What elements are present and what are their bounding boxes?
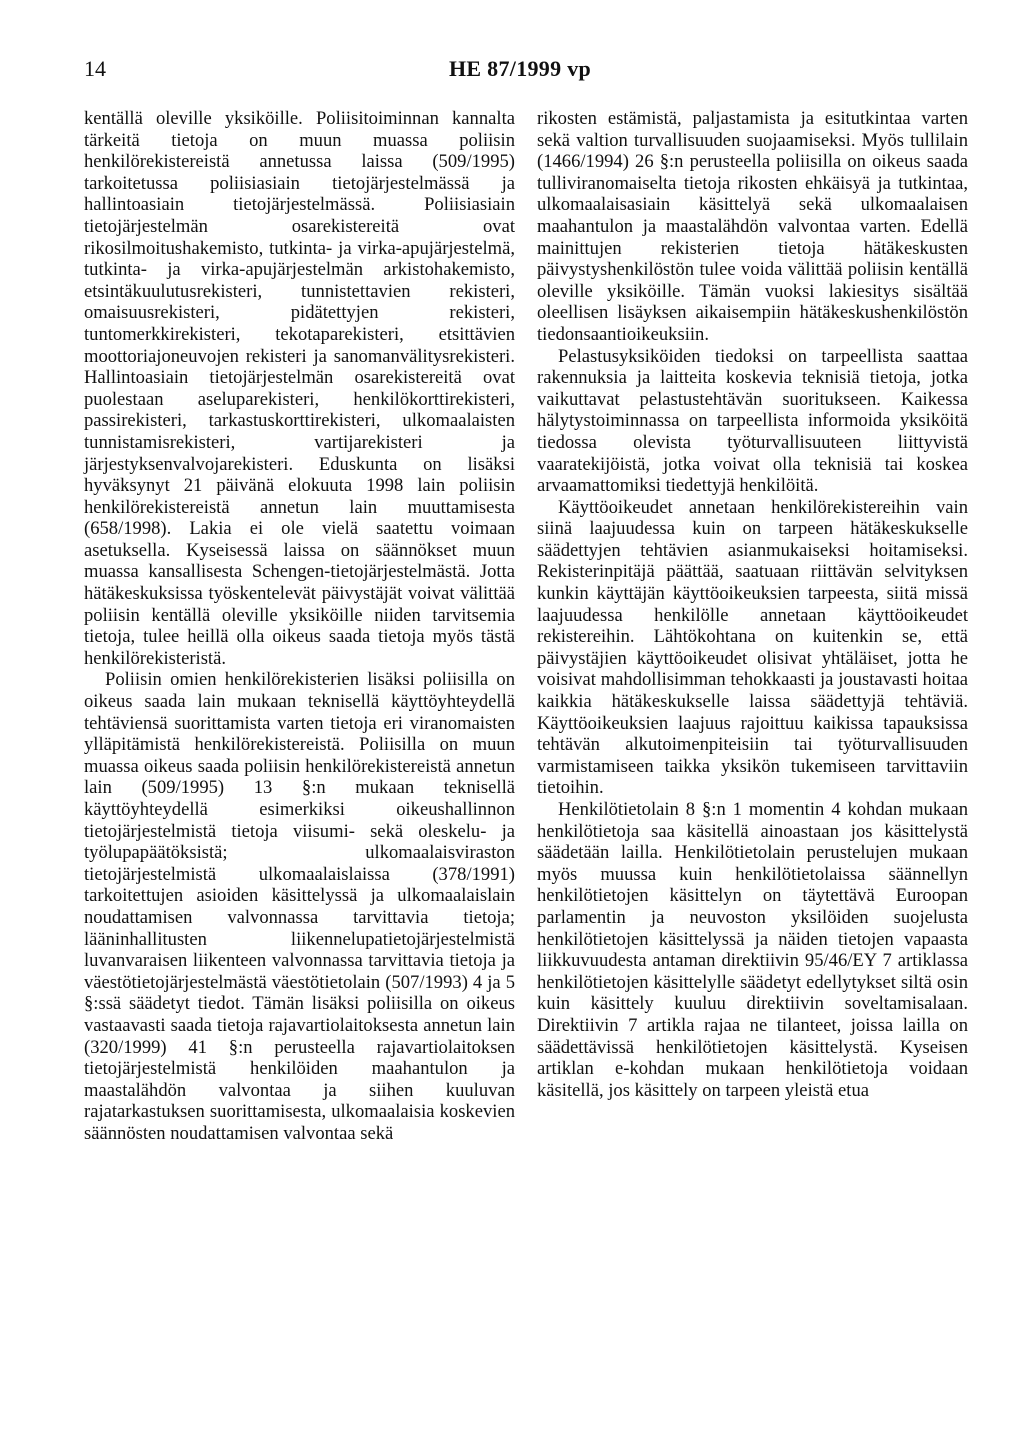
document-id: HE 87/1999 vp xyxy=(449,56,592,81)
page-header xyxy=(84,56,966,88)
paragraph: kentällä oleville yksiköille. Poliisitoiminnan kannalta tärkeitä tietoja on muun muassa poliisin henkilörekistereistä annetussa laissa (509/1995) tarkoitetussa poliisiasiain tietojärjestelmässä ja hallintoasiain tietojärjestelmässä. Poliisiasiain tietojärjestelmän osarekistereitä ovat rikosilmoitushakemisto, tutkinta- ja virka-apujärjestelmä, tutkinta- ja virka-apujärjestelmän arkistohakemisto, etsintäkuulutusrekisteri, tunnistettavien rekisteri, omaisuusrekisteri, pidätettyjen rekisteri, tuntomerkkirekisteri, tekotaparekisteri, etsittävien moottoriajoneuvojen rekisteri ja sanomanvälitysrekisteri. Hallintoasiain tietojärjestelmän osarekistereitä ovat puolestaan aseluparekisteri, henkilökorttirekisteri, passirekisteri, tarkastuskorttirekisteri, ulkomaalaisten tunnistamisrekisteri, vartijarekisteri ja järjestyksenvalvojarekisteri. Eduskunta on lisäksi hyväksynyt 21 päivänä elokuuta 1998 lain poliisin henkilörekistereistä annetun lain muuttamisesta (658/1998). Lakia ei ole vielä saatettu voimaan asetuksella. Kyseisessä laissa on säännökset muun muassa kansallisesta Schengen-tietojärjestelmästä. Jotta hätäkeskuksissa työskentelevät päivystäjät voivat välittää poliisin kentällä oleville yksiköille niiden tarvitsemia tietoja, tulee heillä olla oikeus saada tietoja myös tästä henkilörekisteristä. xyxy=(84,108,515,669)
paragraph: rikosten estämistä, paljastamista ja esitutkintaa varten sekä valtion turvallisuuden suojaamiseksi. Myös tullilain (1466/1994) 26 §:n perusteella poliisilla on oikeus saada tulliviranomaiselta tietoja rikosten ehkäisyä ja tutkintaa, ulkomaalaisasiain käsittelyä sekä ulkomaalaisen maahantulon ja maastalähdön valvontaa varten. Edellä mainittujen rekisterien tietoja hätäkeskusten päivystyshenkilöstön tulee voida välittää poliisin kentällä oleville yksiköille. Tämän vuoksi lakiesitys sisältää oleellisen lisäyksen aikaisempiin hätäkeskushenkilöstön tiedonsaantioikeuksiin. xyxy=(537,108,968,345)
paragraph: Henkilötietolain 8 §:n 1 momentin 4 kohdan mukaan henkilötietoja saa käsitellä ainoastaan jos käsittelystä säädetään lailla. Henkilötietolain perustelujen mukaan myös muussa kuin henkilötietolaissa säännellyn henkilötietojen käsittelyn on täytettävä Euroopan parlamentin ja neuvoston yksilöiden suojelusta henkilötietojen käsittelyssä ja näiden tietojen vapaasta liikkuvuudesta antaman direktiivin 95/46/EY 7 artiklassa henkilötietojen käsittelylle säädetyt edellytykset siltä osin kuin käsittely kuuluu direktiivin soveltamisalaan. Direktiivin 7 artikla rajaa ne tilanteet, joissa laillа on säädettävissä henkilötietojen käsittelystä. Kyseisen artiklan e-kohdan mukaan henkilötietoja voidaan käsitellä, jos käsittely on tarpeen yleistä etua xyxy=(537,799,968,1101)
left-column xyxy=(84,108,515,1145)
right-column xyxy=(537,108,968,1101)
paragraph: Poliisin omien henkilörekisterien lisäksi poliisilla on oikeus saada lain mukaan teknisellä käyttöyhteydellä tehtäviensä suorittamista varten tietoja eri viranomaisten ylläpitämistä henkilörekistereistä. Poliisilla on muun muassa oikeus saada poliisin henkilörekistereistä annetun lain (509/1995) 13 §:n mukaan teknisellä käyttöyhteydellä esimerkiksi oikeushallinnon tietojärjestelmistä tietoja viisumi- sekä oleskelu- ja työlupapäätöksistä; ulkomaalaisviraston tietojärjestelmistä ulkomaalaislaissa (378/1991) tarkoitettujen asioiden käsittelyssä ja ulkomaalaislain noudattamisen valvonnassa tarvittavia tietoja; lääninhallitusten liikennelupatietojärjestelmistä luvanvaraisen liikenteen valvonnassa tarvittavia tietoja ja väestötietojärjestelmästä väestötietolain (507/1993) 4 ja 5 §:ssä säädetyt tiedot. Tämän lisäksi poliisilla on oikeus vastaavasti saada tietoja rajavartiolaitoksesta annetun lain (320/1999) 41 §:n perusteella rajavartiolaitoksen tietojärjestelmistä henkilöiden maahantulon ja maastalähdön valvontaa ja siihen kuuluvan rajatarkastuksen suorittamisesta, ulkomaalaisia koskevien säännösten noudattamisen valvontaa sekä xyxy=(84,669,515,1144)
paragraph: Pelastusyksiköiden tiedoksi on tarpeellista saattaa rakennuksia ja laitteita koskevia teknisiä tietoja, jotka vaikuttavat pelastustehtävän suoritukseen. Kaikessa hälytystoiminnassa on tarpeellista informoida yksiköitä tiedossa olevista työturvallisuuteen liittyvistä vaaratekijöistä, jotka voivat olla teknisiä tai koskea arvaamattomiksi tiedettyjä henkilöitä. xyxy=(537,345,968,497)
paragraph: Käyttöoikeudet annetaan henkilörekistereihin vain siinä laajuudessa kuin on tarpeen hätäkeskukselle säädettyjen tehtävien asianmukaiseksi hoitamiseksi. Rekisterinpitäjä päättää, saatuaan riittävän selvityksen kunkin käyttäjän käyttöoikeuksien tarpeesta, siitä missä laajuudessa henkilölle annetaan käyttöoikeudet rekistereihin. Lähtökohtana on kuitenkin se, että päivystäjien käyttöoikeudet olisivat yhtäläiset, jotta he voisivat mahdollisimman tehokkaasti ja joustavasti hoitaa kaikkia hätäkeskukselle laissa säädettyjä tehtäviä. Käyttöoikeuksien laajuus rajoittuu kaikissa tapauksissa tehtävän alkutoimenpiteisiin tai työturvallisuuden varmistamiseen taikka yksikön tukemiseen tarvittaviin tietoihin. xyxy=(537,496,968,799)
page-number: 14 xyxy=(84,56,106,81)
